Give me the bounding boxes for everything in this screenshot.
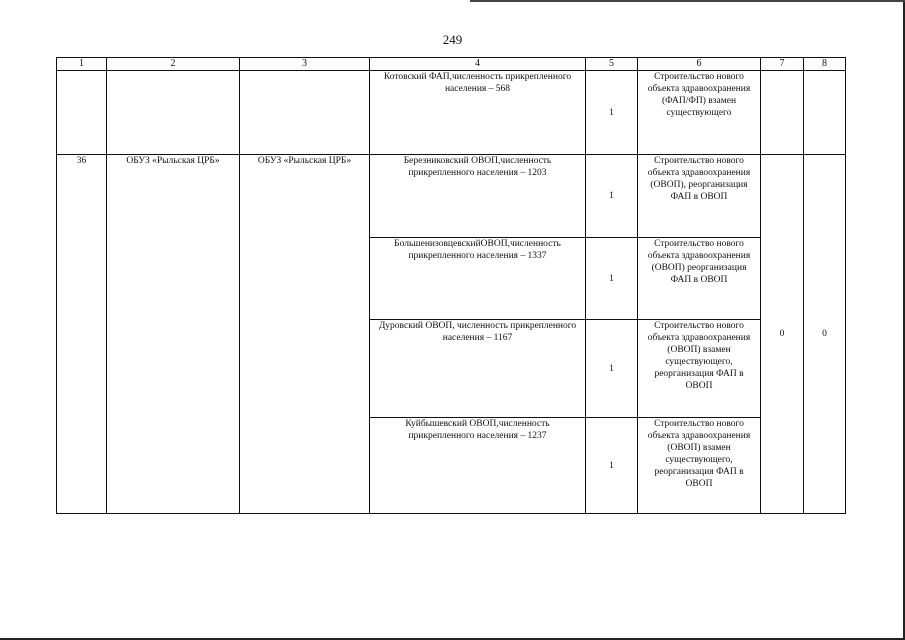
column-header: 3	[240, 58, 370, 71]
organization-cell: ОБУЗ «Рыльская ЦРБ»	[240, 155, 370, 514]
page-number: 249	[442, 32, 463, 47]
value-cell: 0	[761, 155, 804, 514]
column-header: 4	[370, 58, 586, 71]
table-cell	[804, 71, 846, 155]
facility-cell: Куйбышевский ОВОП,численность прикрепленного населения – 1237	[370, 418, 586, 514]
facility-cell: Березниковский ОВОП,численность прикрепленного населения – 1203	[370, 155, 586, 238]
action-cell: Строительство нового объекта здравоохранения (ОВОП) взамен существующего, реорганизация ФАП в ОВОП	[638, 418, 761, 514]
quantity-cell: 1	[586, 71, 638, 155]
action-cell: Строительство нового объекта здравоохранения (ОВОП) реорганизация ФАП в ОВОП	[638, 238, 761, 320]
facility-cell: БольшенизовцевскийОВОП,численность прикрепленного населения – 1337	[370, 238, 586, 320]
column-header: 6	[638, 58, 761, 71]
quantity-cell: 1	[586, 418, 638, 514]
table-row	[57, 155, 846, 238]
column-header: 5	[586, 58, 638, 71]
column-header: 2	[107, 58, 240, 71]
organization-cell: ОБУЗ «Рыльская ЦРБ»	[107, 155, 240, 514]
action-cell: Строительство нового объекта здравоохранения (ОВОП), реорганизация ФАП в ОВОП	[638, 155, 761, 238]
quantity-cell: 1	[586, 155, 638, 238]
table-cell	[57, 71, 107, 155]
table-cell	[761, 71, 804, 155]
table-row	[57, 71, 846, 155]
action-cell: Строительство нового объекта здравоохранения (ФАП/ФП) взамен существующего	[638, 71, 761, 155]
column-header: 8	[804, 58, 846, 71]
row-number-cell: 36	[57, 155, 107, 514]
quantity-cell: 1	[586, 320, 638, 418]
action-cell: Строительство нового объекта здравоохранения (ОВОП) взамен существующего, реорганизация ФАП в ОВОП	[638, 320, 761, 418]
table-cell	[240, 71, 370, 155]
facility-cell: Дуровский ОВОП, численность прикрепленного населения – 1167	[370, 320, 586, 418]
value-cell: 0	[804, 155, 846, 514]
table-header-row	[57, 58, 846, 71]
table-cell	[107, 71, 240, 155]
quantity-cell: 1	[586, 238, 638, 320]
document-table	[56, 57, 846, 514]
facility-cell: Котовский ФАП,численность прикрепленного населения – 568	[370, 71, 586, 155]
scan-edge-line	[470, 0, 905, 2]
column-header: 1	[57, 58, 107, 71]
column-header: 7	[761, 58, 804, 71]
